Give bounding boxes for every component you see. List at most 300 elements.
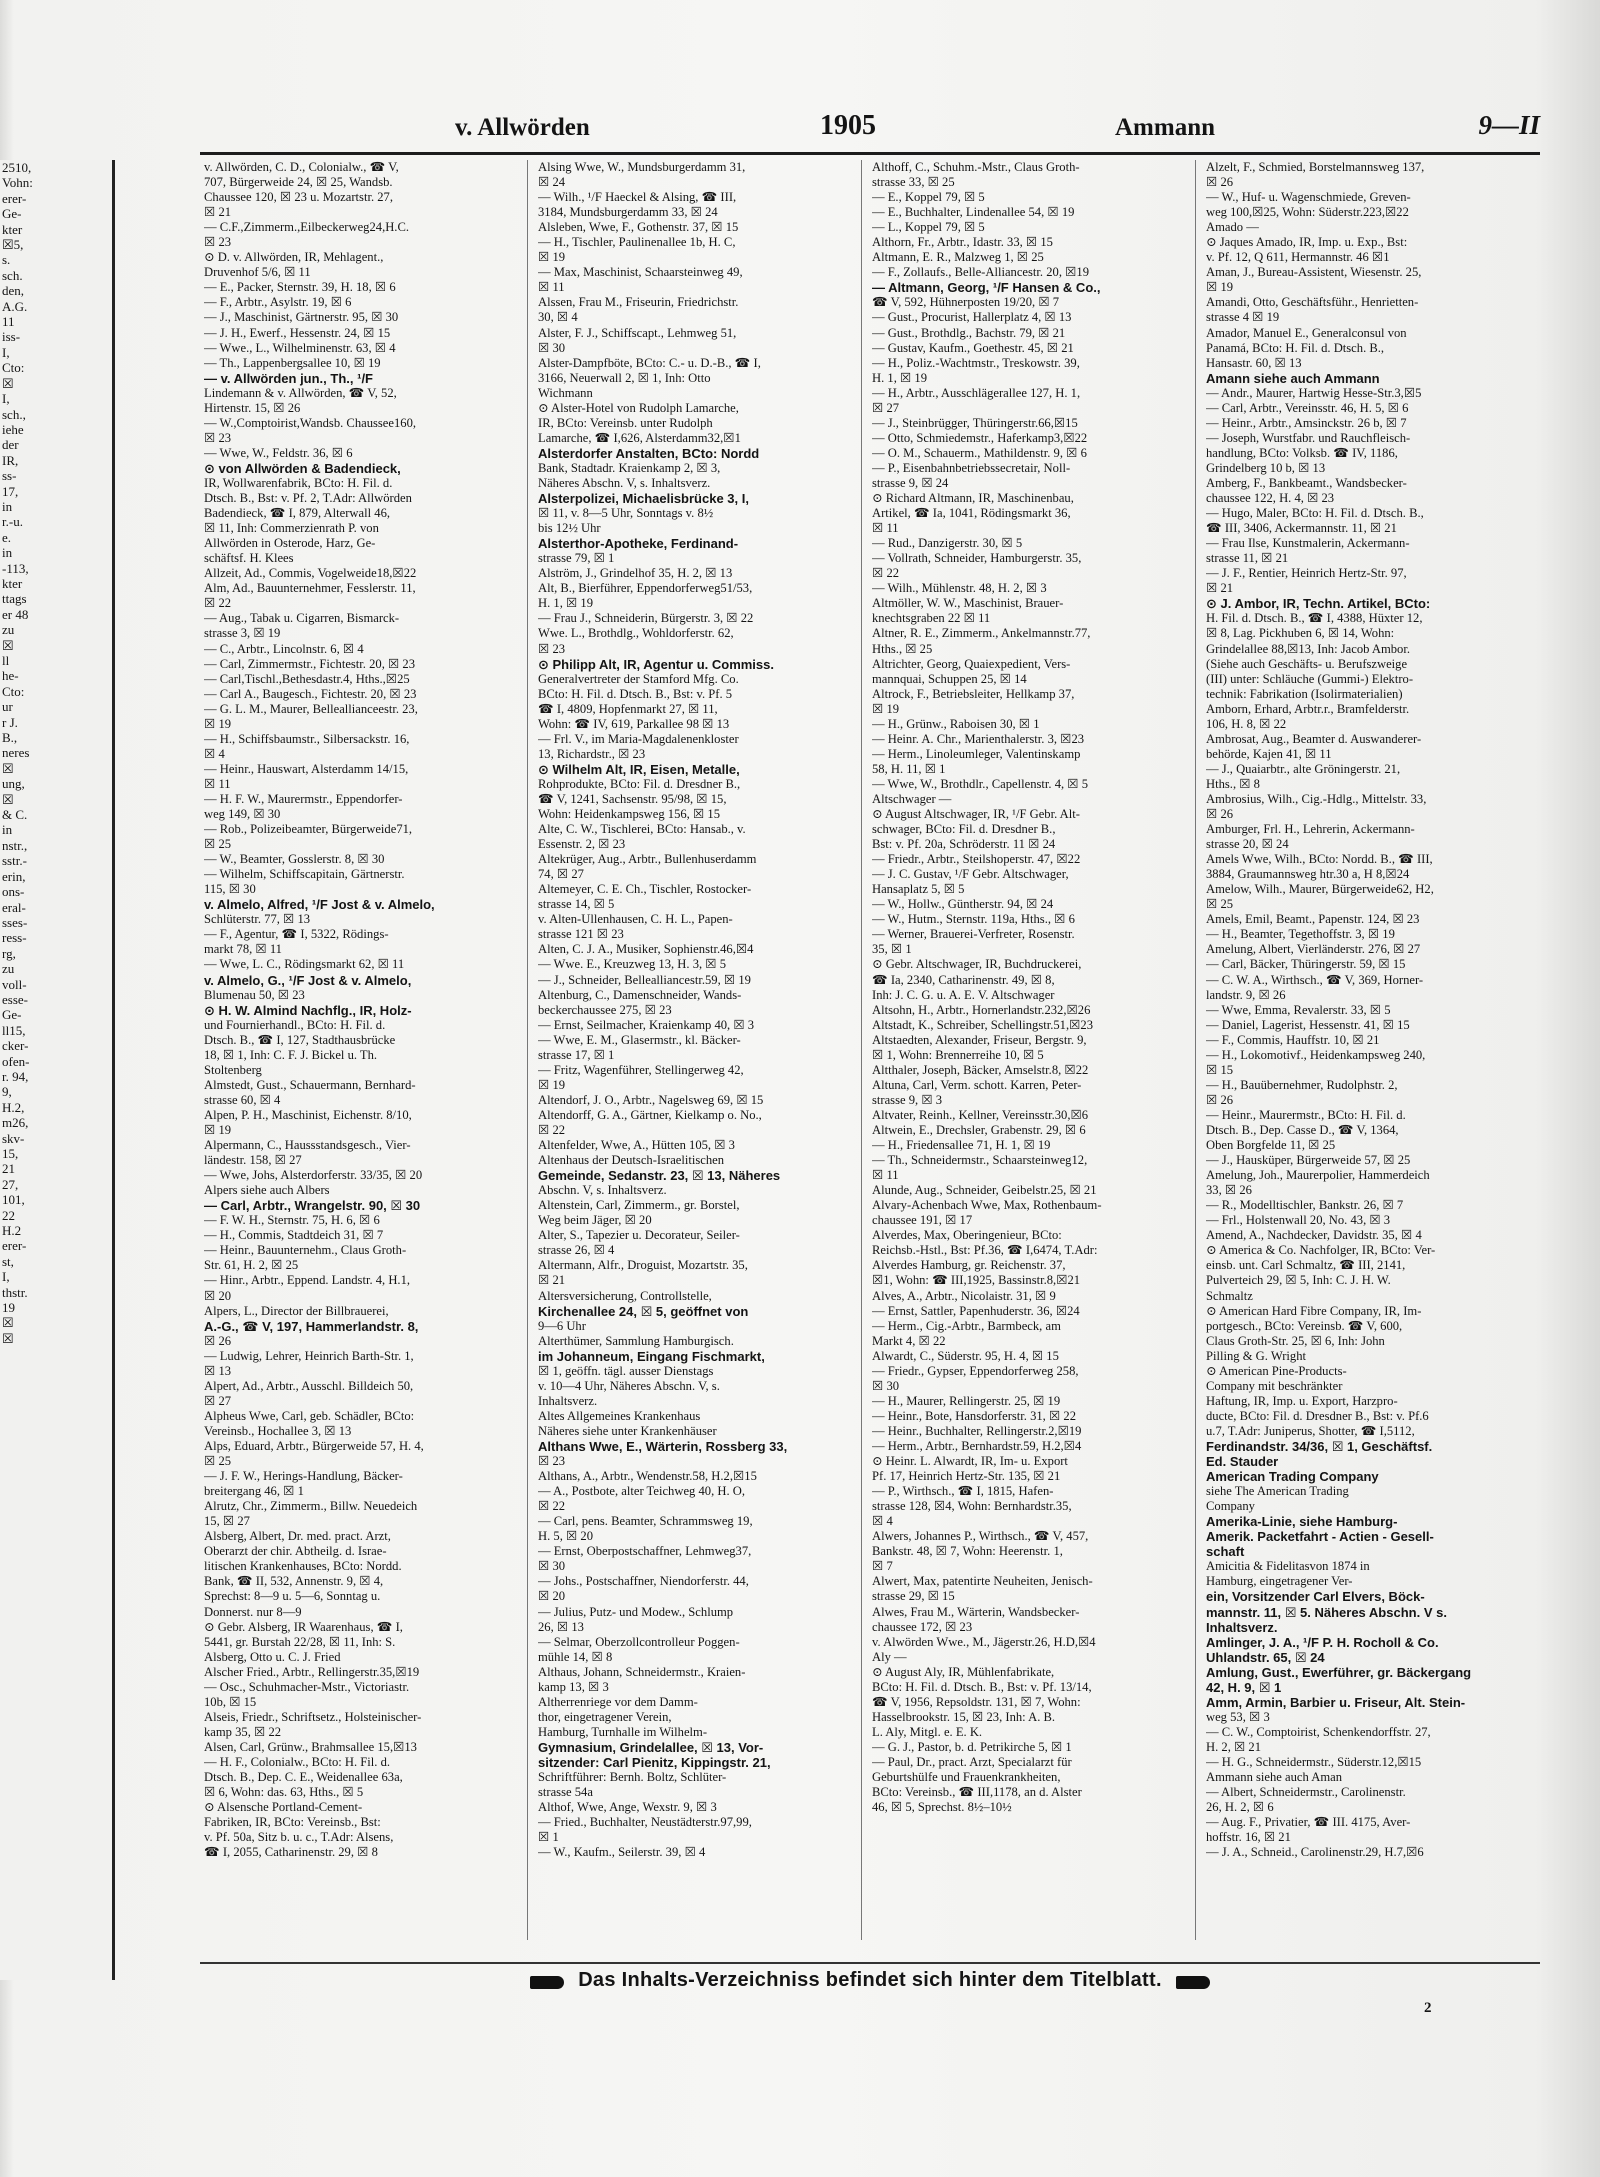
directory-entry-line: Altes Allgemeines Krankenhaus — [538, 1408, 701, 1423]
prev-page-fragment: ons- — [2, 884, 25, 900]
directory-entry-line: Pilling & G. Wright — [1206, 1348, 1307, 1363]
directory-entry-line: ⊙ Heinr. L. Alwardt, IR, Im- u. Export — [872, 1454, 1068, 1469]
directory-entry-line: Amberg, F., Bankbeamt., Wandsbecker- — [1206, 475, 1407, 490]
directory-entry-line: Gymnasium, Grindelallee, ☒ 13, Vor- — [538, 1739, 764, 1755]
prev-page-fragment: zu — [2, 961, 15, 977]
prev-page-fragment: I, — [2, 391, 10, 407]
directory-entry-line: Ed. Stauder — [1206, 1454, 1279, 1470]
directory-entry-line: Bank, ☎ II, 532, Annenstr. 9, ☒ 4, — [204, 1574, 384, 1589]
prev-page-fragment: ☒ — [2, 791, 14, 807]
directory-entry-line: Alwers, Johannes P., Wirthsch., ☎ V, 457, — [872, 1529, 1089, 1544]
prev-page-fragment: ll15, — [2, 1022, 26, 1038]
prev-page-fragment: in — [2, 822, 13, 838]
directory-entry-line: Amlinger, J. A., ¹/F P. H. Rocholl & Co. — [1206, 1634, 1439, 1650]
prev-page-fragment: den, — [2, 283, 25, 299]
directory-entry-line: Altthaler, Joseph, Bäcker, Amselstr.8, ☒22 — [872, 1062, 1089, 1077]
directory-entry-line: Allzeit, Ad., Commis, Vogelweide18,☒22 — [204, 566, 417, 581]
directory-entry-line: schäftsf. H. Klees — [204, 551, 294, 566]
directory-entry-line: siehe The American Trading — [1206, 1484, 1349, 1499]
directory-entry-line: H. 1, ☒ 19 — [872, 370, 928, 385]
directory-entry-line: Alm, Ad., Bauunternehmer, Fesslerstr. 11, — [204, 581, 416, 596]
directory-entry-line: Altherrenriege vor dem Damm- — [538, 1694, 698, 1709]
directory-entry-line: — Osc., Schuhmacher-Mstr., Victoriastr. — [204, 1679, 410, 1694]
directory-entry-line: — Herm., Linoleumleger, Valentinskamp — [872, 746, 1081, 761]
directory-entry-line: Alsleben, Wwe, F., Gothenstr. 37, ☒ 15 — [538, 220, 739, 235]
prev-page-fragment: esse- — [2, 991, 28, 1007]
prev-page-fragment: erin, — [2, 868, 26, 884]
directory-entry-line: Alunde, Aug., Schneider, Geibelstr.25, ☒ 21 — [872, 1183, 1097, 1198]
directory-entry-line: ⊙ Jaques Amado, IR, Imp. u. Exp., Bst: — [1206, 235, 1408, 250]
directory-entry-line: schwager, BCto: Fil. d. Dresdner B., — [872, 822, 1056, 837]
directory-entry-line: ☒ 13 — [204, 1363, 232, 1378]
directory-entry-line: ⊙ American Pine-Products- — [1206, 1363, 1347, 1378]
directory-entry-line: A.-G., ☎ V, 197, Hammerlandstr. 8, — [204, 1318, 419, 1334]
directory-entry-line: Altendorff, G. A., Gärtner, Kielkamp o. No., — [538, 1107, 762, 1122]
directory-entry-line: und Fournierhandl., BCto: H. Fil. d. — [204, 1017, 386, 1032]
directory-entry-line: v. Almelo, G., ¹/F Jost & v. Almelo, — [204, 972, 412, 988]
directory-entry-line: — A., Postbote, alter Teichweg 40, H. O, — [538, 1484, 746, 1499]
directory-entry-line: strasse 9, ☒ 3 — [872, 1092, 943, 1107]
directory-entry-line: Alrutz, Chr., Zimmerm., Billw. Neuedeich — [204, 1499, 418, 1514]
pointing-hand-right-icon — [1176, 1976, 1210, 1989]
directory-entry-line: Altsohn, H., Arbtr., Hornerlandstr.232,☒26 — [872, 1002, 1091, 1017]
prev-page-fragment: cker- — [2, 1038, 29, 1054]
prev-page-fragment: A.G. — [2, 298, 28, 314]
directory-entry-line: ☒ 19 — [204, 716, 232, 731]
directory-entry-line: Alt, B., Bierführer, Eppendorferweg51/53, — [538, 581, 753, 596]
directory-entry-line: Alsterthor-Apotheke, Ferdinand- — [538, 536, 739, 552]
directory-entry-line: strasse 3, ☒ 19 — [204, 626, 281, 641]
directory-entry-line: Ferdinandstr. 34/36, ☒ 1, Geschäftsf. — [1206, 1438, 1433, 1454]
header-year: 1905 — [820, 110, 876, 141]
directory-entry-line: — Th., Lappenbergsallee 10, ☒ 19 — [204, 355, 381, 370]
directory-entry-line: — J. F., Rentier, Heinrich Hertz-Str. 97, — [1206, 566, 1407, 581]
directory-entry-line: Amerika-Linie, siehe Hamburg- — [1206, 1514, 1398, 1530]
directory-entry-line: — Wwe, Emma, Revalerstr. 33, ☒ 5 — [1206, 1002, 1391, 1017]
directory-entry-line: — P., Wirthsch., ☎ I, 1815, Hafen- — [872, 1484, 1054, 1499]
directory-entry-line: strasse 4 ☒ 19 — [1206, 310, 1280, 325]
directory-entry-line: Aman, J., Bureau-Assistent, Wiesenstr. 25, — [1206, 265, 1422, 280]
directory-entry-line: Ammann siehe auch Aman — [1206, 1770, 1343, 1785]
directory-entry-line: 3166, Neuerwall 2, ☒ 1, Inh: Otto — [538, 370, 711, 385]
directory-entry-line: ☒ 22 — [204, 596, 232, 611]
directory-entry-line: sitzender: Carl Pienitz, Kippingstr. 21, — [538, 1754, 771, 1770]
directory-entry-line: — Herm., Cig.-Arbtr., Barmbeck, am — [872, 1318, 1061, 1333]
directory-entry-line: — Joseph, Wurstfabr. und Rauchfleisch- — [1206, 430, 1411, 445]
prev-page-fragment: erer- — [2, 190, 27, 206]
directory-entry-line: — Carl A., Baugesch., Fichtestr. 20, ☒ 23 — [204, 686, 417, 701]
directory-entry-line: — Heinr., Bauunternehm., Claus Groth- — [204, 1243, 407, 1258]
directory-entry-line: mannquai, Schuppen 25, ☒ 14 — [872, 671, 1027, 686]
directory-entry-line: Alwert, Max, patentirte Neuheiten, Jenisch- — [872, 1574, 1093, 1589]
prev-page-fragment: 21 — [2, 1161, 15, 1177]
directory-entry-line: beckerchaussee 275, ☒ 23 — [538, 1002, 672, 1017]
directory-entry-line: — Carl, Arbtr., Wrangelstr. 90, ☒ 30 — [204, 1198, 421, 1214]
directory-entry-line: — H., Maurer, Rellingerstr. 25, ☒ 19 — [872, 1393, 1061, 1408]
directory-entry-line: Druvenhof 5/6, ☒ 11 — [204, 265, 311, 280]
directory-entry-line: Alström, J., Grindelhof 35, H. 2, ☒ 13 — [538, 566, 733, 581]
directory-entry-line: Reichsb.-Hstl., Bst: Pf.36, ☎ I,6474, T.Adr: — [872, 1243, 1098, 1258]
directory-entry-line: Alte, C. W., Tischlerei, BCto: Hansab., v. — [538, 822, 746, 837]
directory-entry-line: — C.F.,Zimmerm.,Eilbeckerweg24,H.C. — [204, 220, 410, 235]
prev-page-fragment: ttags — [2, 591, 27, 607]
directory-entry-line: — Vollrath, Schneider, Hamburgerstr. 35, — [872, 551, 1082, 566]
prev-page-fragment: ☒ — [2, 760, 14, 776]
directory-entry-line: — G. J., Pastor, b. d. Petrikirche 5, ☒ 1 — [872, 1739, 1072, 1754]
directory-entry-line: strasse 79, ☒ 1 — [538, 551, 615, 566]
directory-entry-line: — J., Maschinist, Gärtnerstr. 95, ☒ 30 — [204, 310, 399, 325]
directory-entry-line: Kirchenallee 24, ☒ 5, geöffnet von — [538, 1303, 749, 1319]
directory-entry-line: ☒ 30 — [872, 1378, 900, 1393]
directory-entry-line: Geburtshülfe und Frauenkrankheiten, — [872, 1770, 1061, 1785]
directory-entry-line: Wwe. L., Brothdlg., Wohldorferstr. 62, — [538, 626, 734, 641]
directory-entry-line: Hamburg, Turnhalle im Wilhelm- — [538, 1724, 708, 1739]
directory-entry-line: — Rud., Danzigerstr. 30, ☒ 5 — [872, 536, 1023, 551]
directory-entry-line: Weg beim Jäger, ☒ 20 — [538, 1213, 652, 1228]
directory-entry-line: — E., Koppel 79, ☒ 5 — [872, 190, 985, 205]
directory-entry-line: Alzelt, F., Schmied, Borstelmannsweg 137, — [1206, 160, 1425, 174]
directory-entry-line: technik: Fabrikation (Isolirmaterialien) — [1206, 686, 1403, 701]
prev-page-fragment: r.-u. — [2, 514, 23, 530]
directory-entry-line: ☒ 22 — [872, 566, 900, 581]
directory-entry-line: — Heinr., Buchhalter, Rellingerstr.2,☒19 — [872, 1423, 1082, 1438]
directory-entry-line: ⊙ Gebr. Altschwager, IR, Buchdruckerei, — [872, 957, 1082, 972]
directory-entry-line: strasse 29, ☒ 15 — [872, 1589, 955, 1604]
directory-entry-line: Schriftführer: Bernh. Boltz, Schlüter- — [538, 1770, 727, 1785]
directory-entry-line: Ambrosius, Wilh., Cig.-Hdlg., Mittelstr. 33, — [1206, 791, 1427, 806]
directory-entry-line: — Max, Maschinist, Schaarsteinweg 49, — [538, 265, 743, 280]
directory-entry-line: ☒ 26 — [1206, 175, 1234, 190]
directory-entry-line: — Albert, Schneidermstr., Carolinenstr. — [1206, 1785, 1406, 1800]
directory-entry-line: chaussee 122, H. 4, ☒ 23 — [1206, 491, 1335, 506]
directory-entry-line: Altner, R. E., Zimmerm., Ankelmannstr.77, — [872, 626, 1091, 641]
directory-entry-line: Pf. 17, Heinrich Hertz-Str. 135, ☒ 21 — [872, 1469, 1061, 1484]
directory-entry-line: Alwardt, C., Süderstr. 95, H. 4, ☒ 15 — [872, 1348, 1059, 1363]
directory-entry-line: 35, ☒ 1 — [872, 942, 912, 957]
directory-entry-line: Bst: v. Pf. 20a, Schröderstr. 11 ☒ 24 — [872, 837, 1056, 852]
directory-entry-line: ☒ 4 — [204, 746, 225, 761]
prev-page-fragment: B., — [2, 730, 18, 746]
directory-entry-line: 13, Richardstr., ☒ 23 — [538, 746, 646, 761]
prev-page-fragment: 101, — [2, 1192, 25, 1208]
directory-entry-line: — Wilhelm, Schiffscapitain, Gärtnerstr. — [204, 867, 405, 882]
directory-entry-line: Althoff, C., Schuhm.-Mstr., Claus Groth- — [872, 160, 1080, 174]
directory-entry-line: — L., Koppel 79, ☒ 5 — [872, 220, 985, 235]
directory-entry-line: ☒ 19 — [538, 250, 566, 265]
prev-page-fragment: I, — [2, 344, 10, 360]
directory-entry-line: ☒ 1 — [538, 1830, 559, 1845]
directory-entry-line: Dtsch. B., Bst: v. Pf. 2, T.Adr: Allwörden — [204, 491, 412, 506]
directory-entry-line: ⊙ von Allwörden & Badendieck, — [204, 460, 401, 476]
directory-entry-line: IR, BCto: Vereinsb. unter Rudolph — [538, 415, 713, 430]
directory-entry-line: — J. A., Schneid., Carolinenstr.29, H.7,☒6 — [1206, 1845, 1424, 1860]
directory-entry-line: 18, ☒ 1, Inh: C. F. J. Bickel u. Th. — [204, 1047, 378, 1062]
directory-entry-line: ländestr. 158, ☒ 27 — [204, 1153, 302, 1168]
directory-entry-line: ducte, BCto: Fil. d. Dresdner B., Bst: v. Pf.6 — [1206, 1408, 1429, 1423]
directory-entry-line: — Wwe, W., Brothdlr., Capellenstr. 4, ☒ 5 — [872, 776, 1089, 791]
directory-entry-line: v. Almelo, Alfred, ¹/F Jost & v. Almelo, — [204, 897, 435, 913]
prev-page-fragment: sses- — [2, 914, 28, 930]
directory-entry-line: — Heinr. A. Chr., Marienthalerstr. 3, ☒23 — [872, 731, 1085, 746]
directory-entry-line: Altrock, F., Betriebsleiter, Hellkamp 37, — [872, 686, 1075, 701]
directory-entry-line: ☒ 25 — [204, 1454, 232, 1469]
directory-entry-line: 5441, gr. Burstah 22/28, ☒ 11, Inh: S. — [204, 1634, 396, 1649]
directory-entry-line: — Otto, Schmiedemstr., Haferkamp3,☒22 — [872, 430, 1088, 445]
prev-page-fragment: zu — [2, 622, 15, 638]
directory-entry-line: ☎ I, 2055, Catharinenstr. 29, ☒ 8 — [204, 1845, 378, 1860]
directory-entry-line: Amlung, Gust., Ewerführer, gr. Bäckergang — [1206, 1664, 1472, 1680]
directory-entry-line: — C. W. A., Wirthsch., ☎ V, 369, Horner- — [1206, 972, 1424, 987]
footer-notice — [200, 1962, 1540, 1996]
directory-entry-line: — Frau Ilse, Kunstmalerin, Ackermann- — [1206, 536, 1410, 551]
directory-entry-line: Altekrüger, Aug., Arbtr., Bullenhuserdamm — [538, 852, 757, 867]
directory-entry-line: — H. G., Schneidermstr., Süderstr.12,☒15 — [1206, 1754, 1422, 1769]
directory-entry-line: strasse 11, ☒ 21 — [1206, 551, 1289, 566]
directory-entry-line: im Johanneum, Eingang Fischmarkt, — [538, 1348, 765, 1364]
directory-entry-line: Hansastr. 60, ☒ 13 — [1206, 355, 1302, 370]
directory-entry-line: Hansaplatz 5, ☒ 5 — [872, 882, 965, 897]
directory-entry-line: Markt 4, ☒ 22 — [872, 1333, 946, 1348]
directory-entry-line: ☒ 30 — [538, 1559, 566, 1574]
directory-entry-line: 26, H. 2, ☒ 6 — [1206, 1800, 1274, 1815]
directory-entry-line: ☒ 30 — [538, 340, 566, 355]
prev-page-fragment: kter — [2, 575, 23, 591]
directory-entry-line: chaussee 191, ☒ 17 — [872, 1213, 973, 1228]
prev-page-fragment: I, — [2, 1269, 10, 1285]
directory-entry-line: — H., Arbtr., Ausschlägerallee 127, H. 1, — [872, 385, 1081, 400]
directory-entry-line: ⊙ American Hard Fibre Company, IR, Im- — [1206, 1303, 1422, 1318]
directory-entry-line: kamp 13, ☒ 3 — [538, 1679, 609, 1694]
directory-entry-line: Hasselbrookstr. 15, ☒ 23, Inh: A. B. — [872, 1709, 1056, 1724]
directory-entry-line: — O. M., Schauerm., Mathildenstr. 9, ☒ 6 — [872, 445, 1087, 460]
directory-entry-line: — Carl, Arbtr., Vereinsstr. 46, H. 5, ☒ 6 — [1206, 400, 1409, 415]
directory-entry-line: ☒ 6, Wohn: das. 63, Hths., ☒ 5 — [204, 1785, 364, 1800]
directory-entry-line: Panamá, BCto: H. Fil. d. Dtsch. B., — [1206, 340, 1385, 355]
directory-entry-line: strasse 33, ☒ 25 — [872, 175, 955, 190]
directory-entry-line: 115, ☒ 30 — [204, 882, 256, 897]
directory-entry-line: ☒ 11 — [872, 1168, 899, 1183]
directory-entry-line: ⊙ Alsensche Portland-Cement- — [204, 1800, 363, 1815]
directory-entry-line: — J., Steinbrügger, Thüringerstr.66,☒15 — [872, 415, 1078, 430]
directory-entry-line: — F., Commis, Hauffstr. 10, ☒ 21 — [1206, 1032, 1380, 1047]
directory-entry-line: ☒ 26 — [204, 1333, 232, 1348]
prev-page-fragment: erer- — [2, 1238, 27, 1254]
directory-entry-line: hoffstr. 16, ☒ 21 — [1206, 1830, 1291, 1845]
directory-entry-line: — Heinr., Bote, Hansdorferstr. 31, ☒ 22 — [872, 1408, 1077, 1423]
directory-entry-line: — Heinr., Hauswart, Alsterdamm 14/15, — [204, 761, 409, 776]
directory-entry-line: Uhlandstr. 65, ☒ 24 — [1206, 1649, 1325, 1665]
directory-entry-line: Amm, Armin, Barbier u. Friseur, Alt. Stein- — [1206, 1694, 1466, 1710]
directory-entry-line: — Frl. V., im Maria-Magdalenenkloster — [538, 731, 739, 746]
directory-entry-line: Vereinsb., Hochallee 3, ☒ 13 — [204, 1423, 352, 1438]
directory-entry-line: ☒ 26 — [1206, 1092, 1234, 1107]
directory-entry-line: Inhaltsverz. — [538, 1393, 598, 1408]
column-2 — [534, 160, 862, 1940]
directory-entry-line: ⊙ D. v. Allwörden, IR, Mehlagent., — [204, 250, 384, 265]
directory-entry-line: Generalvertreter der Stamford Mfg. Co. — [538, 671, 739, 686]
directory-entry-line: weg 149, ☒ 30 — [204, 807, 281, 822]
directory-entry-line: Altstadt, K., Schreiber, Schellingstr.51,☒23 — [872, 1017, 1094, 1032]
directory-entry-line: ☒ 27 — [872, 400, 900, 415]
directory-entry-line: Stoltenberg — [204, 1062, 262, 1077]
directory-entry-line: ☒ 23 — [538, 1454, 566, 1469]
directory-entry-line: Schmaltz — [1206, 1288, 1253, 1303]
prev-page-fragment: ss- — [2, 468, 17, 484]
directory-entry-line: ☒ 27 — [204, 1393, 232, 1408]
header-last-entry: Ammann — [1115, 114, 1216, 141]
directory-entry-line: Amerik. Packetfahrt - Actien - Gesell- — [1206, 1529, 1434, 1545]
prev-page-fragment: in — [2, 545, 13, 561]
directory-entry-line: Althof, Wwe, Ange, Wexstr. 9, ☒ 3 — [538, 1800, 717, 1815]
prev-page-fragment: ☒ — [2, 1330, 14, 1346]
directory-entry-line: — Wilh., ¹/F Haeckel & Alsing, ☎ III, — [538, 190, 737, 205]
directory-entry-line: strasse 14, ☒ 5 — [538, 897, 615, 912]
directory-entry-line: Artikel, ☎ Ia, 1041, Rödingsmarkt 36, — [872, 506, 1071, 521]
prev-page-fragment: skv- — [2, 1130, 25, 1146]
directory-entry-line: ⊙ Richard Altmann, IR, Maschinenbau, — [872, 491, 1074, 506]
directory-entry-line: ein, Vorsitzender Carl Elvers, Böck- — [1206, 1589, 1425, 1605]
directory-entry-line: — Ludwig, Lehrer, Heinrich Barth-Str. 1, — [204, 1348, 414, 1363]
directory-entry-line: handlung, BCto: Volksb. ☎ IV, 1186, — [1206, 445, 1398, 460]
directory-entry-line: — Rob., Polizeibeamter, Bürgerweide71, — [204, 822, 413, 837]
directory-entry-line: Donnerst. nur 8—9 — [204, 1604, 302, 1619]
directory-entry-line: Grindelallee 88,☒13, Inh: Jacob Ambor. — [1206, 641, 1411, 656]
directory-entry-line: 106, H. 8, ☒ 22 — [1206, 716, 1287, 731]
page-number: 9—II — [1478, 110, 1540, 140]
directory-entry-line: — Wwe, L. C., Rödingsmarkt 62, ☒ 11 — [204, 957, 405, 972]
directory-entry-line: H. 2, ☒ 21 — [1206, 1739, 1262, 1754]
prev-page-fragment: ll — [2, 653, 10, 668]
directory-entry-line: — J. C. Gustav, ¹/F Gebr. Altschwager, — [872, 867, 1069, 882]
directory-entry-line: ☒ 23 — [204, 235, 232, 250]
directory-entry-line: ☒1, Wohn: ☎ III,1925, Bassinstr.8,☒21 — [872, 1273, 1081, 1288]
directory-entry-line: Grindelberg 10 b, ☒ 13 — [1206, 460, 1326, 475]
directory-entry-line: — G. L. M., Maurer, Belleallianceestr. 23, — [204, 701, 418, 716]
prev-page-fragment: ☒ — [2, 1315, 14, 1331]
directory-entry-line: — Altmann, Georg, ¹/F Hansen & Co., — [872, 280, 1101, 296]
directory-entry-line: BCto: H. Fil. d. Dtsch. B., Bst: v. Pf. 5 — [538, 686, 733, 701]
directory-entry-line: Altschwager — — [872, 791, 952, 806]
directory-entry-line: strasse 20, ☒ 24 — [1206, 837, 1289, 852]
directory-entry-line: Hamburg, eingetragener Ver- — [1206, 1574, 1353, 1589]
directory-entry-line: ⊙ Wilhelm Alt, IR, Eisen, Metalle, — [538, 761, 740, 777]
directory-entry-line: — Herm., Arbtr., Bernhardstr.59, H.2,☒4 — [872, 1438, 1082, 1453]
directory-entry-line: ⊙ H. W. Almind Nachflg., IR, Holz- — [204, 1002, 412, 1018]
directory-entry-line: Ambrosat, Aug., Beamter d. Auswanderer- — [1206, 731, 1422, 746]
prev-page-fragment: sstr.- — [2, 853, 27, 869]
directory-entry-line: Amann siehe auch Ammann — [1206, 370, 1380, 386]
directory-entry-line: einsb. unt. Carl Schmaltz, ☎ III, 2141, — [1206, 1258, 1406, 1273]
prev-page-fragment: ung, — [2, 776, 25, 792]
directory-entry-line: — W., Hutm., Sternstr. 119a, Hths., ☒ 6 — [872, 912, 1075, 927]
directory-entry-line: — H. F. W., Maurermstr., Eppendorfer- — [204, 791, 403, 806]
directory-entry-line: v. Allwörden, C. D., Colonialw., ☎ V, — [204, 160, 399, 174]
directory-entry-line: Alten, C. J. A., Musiker, Sophienstr.46,☒4 — [538, 942, 754, 957]
directory-entry-line: — J. F. W., Herings-Handlung, Bäcker- — [204, 1469, 403, 1484]
prev-page-fragment: H.2, — [2, 1099, 25, 1115]
directory-entry-line: — Aug. F., Privatier, ☎ III. 4175, Aver- — [1206, 1815, 1411, 1830]
directory-entry-line: Alpers, L., Director der Billbrauerei, — [204, 1303, 389, 1318]
directory-entry-line: — J. H., Ewerf., Hessenstr. 24, ☒ 15 — [204, 325, 391, 340]
directory-entry-line: Alverdes, Max, Oberingenieur, BCto: — [872, 1228, 1062, 1243]
directory-entry-line: — H., Bauübernehmer, Rudolphstr. 2, — [1206, 1077, 1398, 1092]
directory-entry-line: Alsterpolizei, Michaelisbrücke 3, I, — [538, 491, 749, 507]
directory-entry-line: v. Pf. 12, Q 611, Hermannstr. 46 ☒1 — [1206, 250, 1390, 265]
directory-entry-line: ☒ 7 — [872, 1559, 893, 1574]
directory-entry-line: — Carl, Bäcker, Thüringerstr. 59, ☒ 15 — [1206, 957, 1406, 972]
directory-entry-line: ☒ 4 — [872, 1514, 893, 1529]
directory-entry-line: Wohn: Heidenkampsweg 156, ☒ 15 — [538, 807, 721, 822]
directory-entry-line: Gemeinde, Sedanstr. 23, ☒ 13, Näheres — [538, 1168, 781, 1184]
directory-entry-line: (III) unter: Schläuche (Gummi-) Elektro- — [1206, 671, 1414, 686]
directory-entry-line: Althans, A., Arbtr., Wendenstr.58, H.2,☒15 — [538, 1469, 757, 1484]
directory-entry-line: — Gust., Brothdlg., Bachstr. 79, ☒ 21 — [872, 325, 1066, 340]
directory-entry-line: — H., Friedensallee 71, H. 1, ☒ 19 — [872, 1138, 1051, 1153]
directory-entry-line: behörde, Kajen 41, ☒ 11 — [1206, 746, 1332, 761]
directory-entry-line: Aly — — [872, 1649, 907, 1664]
prev-page-fragment: nstr., — [2, 837, 28, 853]
directory-entry-line: — J., Quaiarbtr., alte Gröningerstr. 21, — [1206, 761, 1401, 776]
directory-entry-line: ☒ 25 — [204, 837, 232, 852]
directory-entry-line: Altuna, Carl, Verm. schott. Karren, Peter- — [872, 1077, 1082, 1092]
directory-entry-line: Sprechst: 8—9 u. 5—6, Sonntag u. — [204, 1589, 381, 1604]
directory-entry-line: 707, Bürgerweide 24, ☒ 25, Wandsb. — [204, 175, 393, 190]
directory-entry-line: ☒ 21 — [1206, 581, 1234, 596]
directory-entry-line: Dtsch. B., Dep. C. E., Weidenallee 63a, — [204, 1770, 403, 1785]
directory-entry-line: Amend, A., Nachdecker, Davidstr. 35, ☒ 4 — [1206, 1228, 1422, 1243]
directory-entry-line: Altmann, E. R., Malzweg 1, ☒ 25 — [872, 250, 1044, 265]
prev-page-fragment: 19 — [2, 1300, 15, 1316]
directory-entry-line: Alscher Fried., Arbtr., Rellingerstr.35,☒19 — [204, 1664, 420, 1679]
directory-entry-line: — Friedr., Arbtr., Steilshoperstr. 47, ☒22 — [872, 852, 1081, 867]
directory-entry-line: ☎ I, 4809, Hopfenmarkt 27, ☒ 11, — [538, 701, 718, 716]
directory-entry-line: Abschn. V, s. Inhaltsverz. — [538, 1183, 667, 1198]
directory-entry-line: ☒ 20 — [204, 1288, 232, 1303]
prev-page-fragment: er 48 — [2, 606, 29, 622]
directory-entry-line: v. Alwörden Wwe., M., Jägerstr.26, H.D,☒4 — [872, 1634, 1096, 1649]
prev-page-fragment: thstr. — [2, 1284, 28, 1300]
directory-entry-line: — Wwe, Johs, Alsterdorferstr. 33/35, ☒ 20 — [204, 1168, 423, 1183]
directory-entry-line: bis 12½ Uhr — [538, 521, 601, 536]
directory-entry-line: ⊙ J. Ambor, IR, Techn. Artikel, BCto: — [1206, 596, 1431, 612]
directory-entry-line: ☒ 26 — [1206, 807, 1234, 822]
directory-entry-line: knechtsgraben 22 ☒ 11 — [872, 611, 991, 626]
directory-entry-line: ⊙ August Aly, IR, Mühlenfabrikate, — [872, 1664, 1055, 1679]
directory-entry-line: v. Alten-Ullenhausen, C. H. L., Papen- — [538, 912, 733, 927]
prev-page-fragment: s. — [2, 252, 11, 268]
directory-entry-line: Lamarche, ☎ I,626, Alsterdamm32,☒1 — [538, 430, 741, 445]
directory-entry-line: Amador, Manuel E., Generalconsul von — [1206, 325, 1407, 340]
prev-page-fragment: voll- — [2, 976, 27, 992]
directory-entry-line: mühle 14, ☒ 8 — [538, 1649, 613, 1664]
directory-entry-line: — Wwe, W., Feldstr. 36, ☒ 6 — [204, 445, 353, 460]
directory-entry-line: Altmöller, W. W., Maschinist, Brauer- — [872, 596, 1064, 611]
directory-entry-line: — H. F., Colonialw., BCto: H. Fil. d. — [204, 1754, 391, 1769]
directory-entry-line: — Julius, Putz- und Modew., Schlump — [538, 1604, 734, 1619]
directory-entry-line: ☒ 11, Inh: Commerzienrath P. von — [204, 521, 379, 536]
prev-page-fragment: ur — [2, 699, 13, 715]
directory-entry-line: — W., Kaufm., Seilerstr. 39, ☒ 4 — [538, 1845, 706, 1860]
directory-entry-line: Schlüterstr. 77, ☒ 13 — [204, 912, 311, 927]
directory-entry-line: Hths., ☒ 25 — [872, 641, 933, 656]
directory-entry-line: ☒ 8, Lag. Pickhuben 6, ☒ 14, Wohn: — [1206, 626, 1395, 641]
directory-entry-line: — P., Eisenbahnbetriebssecretair, Noll- — [872, 460, 1071, 475]
directory-entry-line: L. Aly, Mitgl. e. E. K. — [872, 1724, 983, 1739]
directory-entry-line: ☒ 21 — [538, 1273, 566, 1288]
directory-entry-line: ⊙ Gebr. Alsberg, IR Waarenhaus, ☎ I, — [204, 1619, 403, 1634]
header-first-entry: v. Allwörden — [455, 114, 590, 141]
prev-page-fragment: der — [2, 437, 19, 453]
